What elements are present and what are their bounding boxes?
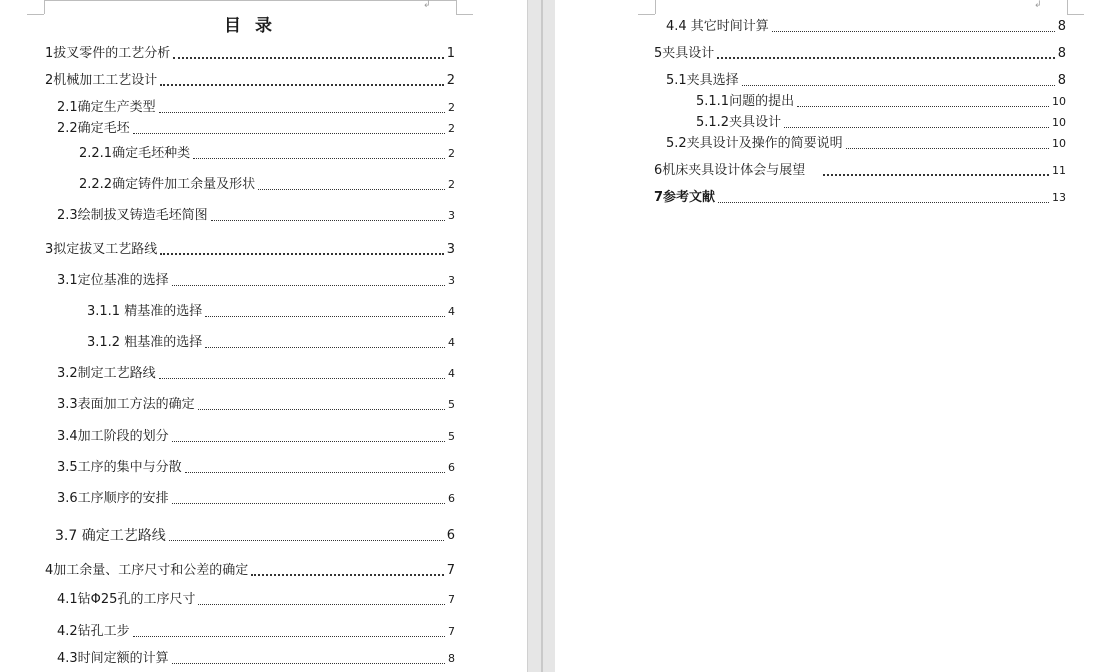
toc-entry-3-3[interactable]: [57, 397, 455, 413]
toc-entry-label: 4.3时间定额的计算: [57, 651, 169, 666]
margin-mark-top-left: [44, 0, 45, 14]
toc-entry-5-2[interactable]: [666, 136, 1066, 152]
toc-entry-label: 5夹具设计: [654, 46, 715, 61]
dot-leader: [198, 603, 445, 605]
dot-leader: [159, 111, 445, 113]
paragraph-mark: ↲: [1034, 0, 1042, 10]
toc-entry-page: 1: [446, 46, 455, 61]
toc-entry-page: 8: [1057, 46, 1066, 61]
toc-entry-label: 4.2钻孔工步: [57, 624, 130, 639]
toc-entry-1[interactable]: [45, 46, 455, 62]
dot-leader: [718, 201, 1049, 203]
toc-entry-page: 10: [1052, 95, 1066, 108]
toc-entry-3-1-2[interactable]: [87, 335, 455, 351]
toc-entry-page: 2: [448, 178, 455, 191]
toc-entry-page: 6: [448, 461, 455, 474]
dot-leader: [211, 219, 445, 221]
toc-entry-label: 5.1.1问题的提出: [696, 94, 795, 109]
margin-mark-top-right: [1067, 0, 1068, 14]
toc-entry-label: 3拟定拔叉工艺路线: [45, 242, 158, 257]
toc-entry-5[interactable]: [654, 46, 1066, 62]
dot-leader: [784, 126, 1049, 128]
document-page-left: [0, 0, 527, 672]
toc-entry-page: 7: [446, 563, 455, 578]
dot-leader: [797, 105, 1049, 107]
toc-entry-label: 2机械加工工艺设计: [45, 73, 158, 88]
toc-entry-3-1-1[interactable]: [87, 304, 455, 320]
toc-entry-label: 3.7 确定工艺路线: [55, 528, 166, 544]
toc-entry-label: 5.1夹具选择: [666, 73, 739, 88]
dot-leader: [133, 132, 445, 134]
toc-entry-4-1[interactable]: [57, 592, 455, 608]
toc-entry-label: 3.1定位基准的选择: [57, 273, 169, 288]
toc-entry-4-2[interactable]: [57, 624, 455, 640]
dot-leader: [205, 315, 445, 317]
dot-leader: [198, 408, 445, 410]
toc-entry-label: 2.2确定毛坯: [57, 121, 130, 136]
toc-entry-page: 10: [1052, 137, 1066, 150]
toc-entry-page: 7: [448, 625, 455, 638]
toc-entry-page: 3: [448, 209, 455, 222]
toc-title: 目 录: [224, 16, 276, 36]
paragraph-mark: ↲: [423, 0, 431, 10]
dot-leader: [133, 635, 445, 637]
document-page-right: [555, 0, 1098, 672]
toc-entry-label: 5.1.2夹具设计: [696, 115, 782, 130]
toc-entry-4-3[interactable]: [57, 651, 455, 667]
dot-leader: [172, 662, 445, 664]
toc-entry-5-1-1[interactable]: [696, 94, 1066, 110]
toc-entry-page: 6: [448, 492, 455, 505]
page-gap: [527, 0, 557, 672]
toc-entry-page: 2: [446, 73, 455, 88]
dot-leader: [159, 377, 445, 379]
toc-entry-page: 2: [448, 122, 455, 135]
margin-mark-top-left: [655, 0, 656, 14]
dot-leader: [742, 84, 1055, 86]
toc-entry-label: 4.1钻Φ25孔的工序尺寸: [57, 592, 196, 607]
toc-entry-5-1-2[interactable]: [696, 115, 1066, 131]
toc-entry-3-5[interactable]: [57, 460, 455, 476]
toc-entry-page: 10: [1052, 116, 1066, 129]
toc-entry-3-2[interactable]: [57, 366, 455, 382]
margin-mark-top-right: [456, 0, 457, 14]
toc-entry-label: 3.2制定工艺路线: [57, 366, 156, 381]
dot-leader: [823, 173, 1049, 176]
toc-entry-3-7[interactable]: [55, 528, 455, 544]
toc-entry-page: 2: [448, 147, 455, 160]
toc-entry-page: 5: [448, 430, 455, 443]
dot-leader: [160, 83, 443, 86]
dot-leader: [251, 573, 443, 576]
dot-leader: [185, 471, 445, 473]
toc-entry-label: 3.1.1 精基准的选择: [87, 304, 203, 319]
toc-entry-4[interactable]: [45, 563, 455, 579]
toc-entry-label: 2.1确定生产类型: [57, 100, 156, 115]
header-line: [44, 0, 456, 1]
toc-entry-3[interactable]: [45, 242, 455, 258]
toc-entry-5-1[interactable]: [666, 73, 1066, 89]
toc-entry-3-6[interactable]: [57, 491, 455, 507]
toc-entry-label: 4.4 其它时间计算: [666, 19, 769, 34]
page-gap-shadow: [541, 0, 543, 672]
margin-mark-top-left-h: [27, 14, 44, 15]
toc-entry-label: 2.3绘制拔叉铸造毛坯简图: [57, 208, 208, 223]
toc-entry-label: 1拔叉零件的工艺分析: [45, 46, 171, 61]
dot-leader: [717, 56, 1054, 59]
toc-entry-label: 7参考文献: [654, 190, 716, 205]
toc-entry-label: 2.2.1确定毛坯种类: [79, 146, 191, 161]
toc-entry-page: 3: [448, 274, 455, 287]
toc-entry-page: 4: [448, 336, 455, 349]
dot-leader: [169, 539, 444, 541]
toc-entry-label: 3.5工序的集中与分散: [57, 460, 182, 475]
toc-entry-2-2[interactable]: [57, 121, 455, 137]
dot-leader: [160, 252, 443, 255]
toc-entry-2[interactable]: [45, 73, 455, 89]
margin-mark-top-right-h: [456, 14, 473, 15]
dot-leader: [172, 502, 445, 504]
toc-entry-page: 13: [1052, 191, 1066, 204]
margin-mark-top-left-h: [638, 14, 655, 15]
toc-entry-page: 11: [1052, 164, 1066, 177]
toc-entry-label: 5.2夹具设计及操作的简要说明: [666, 136, 843, 151]
margin-mark-top-right-h: [1067, 14, 1084, 15]
dot-leader: [258, 188, 445, 190]
toc-entry-3-4[interactable]: [57, 429, 455, 445]
toc-entry-label: 3.4加工阶段的划分: [57, 429, 169, 444]
dot-leader: [172, 284, 445, 286]
toc-entry-label: 3.3表面加工方法的确定: [57, 397, 195, 412]
toc-entry-page: 7: [448, 593, 455, 606]
toc-entry-page: 3: [446, 242, 455, 257]
toc-entry-page: 8: [1057, 73, 1066, 88]
toc-entry-2-2-1[interactable]: [79, 146, 455, 162]
toc-entry-label: 3.6工序顺序的安排: [57, 491, 169, 506]
dot-leader: [172, 440, 445, 442]
dot-leader: [846, 147, 1049, 149]
toc-entry-2-2-2[interactable]: [79, 177, 455, 193]
toc-entry-label: 3.1.2 粗基准的选择: [87, 335, 203, 350]
toc-entry-6[interactable]: [654, 163, 1066, 179]
toc-entry-3-1[interactable]: [57, 273, 455, 289]
dot-leader: [772, 30, 1055, 32]
toc-entry-page: 5: [448, 398, 455, 411]
toc-entry-page: 8: [1057, 19, 1066, 34]
toc-entry-page: 8: [448, 652, 455, 665]
toc-entry-2-3[interactable]: [57, 208, 455, 224]
toc-entry-7[interactable]: [654, 190, 1066, 206]
toc-entry-page: 4: [448, 367, 455, 380]
toc-entry-label: 4加工余量、工序尺寸和公差的确定: [45, 563, 249, 578]
dot-leader: [193, 157, 445, 159]
dot-leader: [205, 346, 445, 348]
toc-entry-page: 2: [448, 101, 455, 114]
dot-leader: [173, 56, 443, 59]
toc-entry-page: 6: [446, 528, 455, 543]
toc-entry-4-4[interactable]: [666, 19, 1066, 35]
toc-entry-2-1[interactable]: [57, 100, 455, 116]
toc-entry-page: 4: [448, 305, 455, 318]
toc-entry-label: 6机床夹具设计体会与展望: [654, 163, 806, 178]
toc-entry-label: 2.2.2确定铸件加工余量及形状: [79, 177, 256, 192]
